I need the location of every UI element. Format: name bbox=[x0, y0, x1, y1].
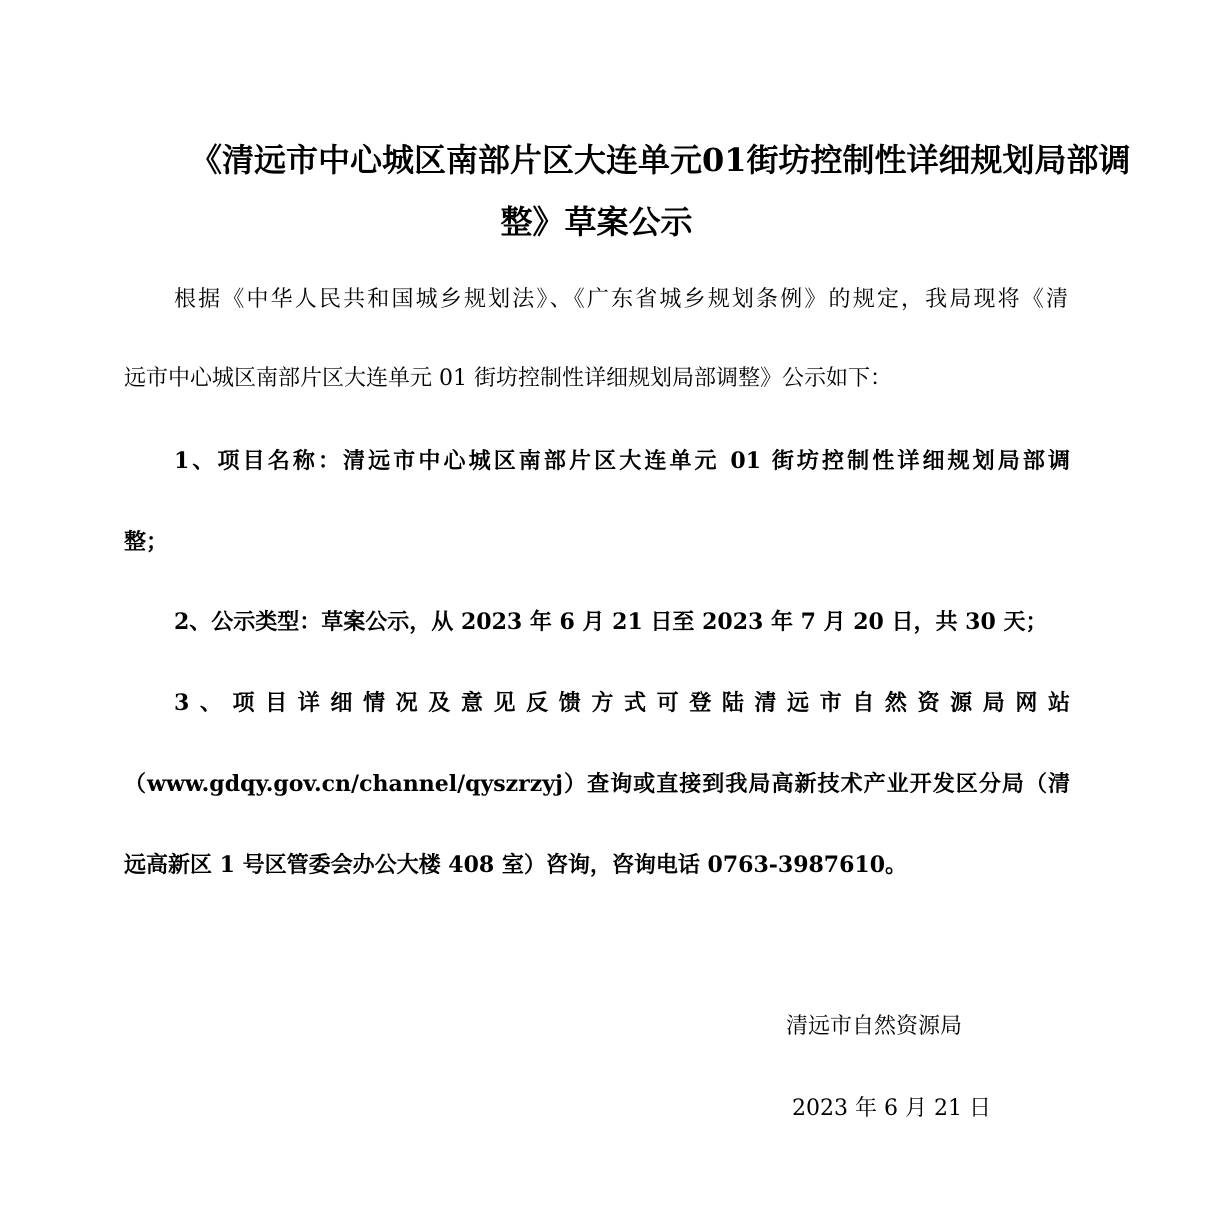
signature-date: 2023 年 6 月 21 日 bbox=[792, 1096, 991, 1121]
item-2-notice-type: 2、公示类型：草案公示，从 2023 年 6 月 21 日至 2023 年 7 月 20 日，共 30 天； bbox=[174, 609, 1048, 635]
intro-paragraph-line-1: 根据《中华人民共和国城乡规划法》、《广东省城乡规划条例》的规定，我局现将《清 bbox=[174, 287, 1068, 312]
item-1-project-name-line-1: 1、项目名称：清远市中心城区南部片区大连单元 01 街坊控制性详细规划局部调 bbox=[174, 448, 1070, 474]
item-3-details-line-1: 3、项目详细情况及意见反馈方式可登陆清远市自然资源局网站 bbox=[174, 690, 1070, 716]
item-3-details-line-2: （www.gdqy.gov.cn/channel/qyszrzyj）查询或直接到我局高新技术产业开发区分局（清 bbox=[124, 771, 1070, 797]
signer-organization: 清远市自然资源局 bbox=[786, 1014, 963, 1039]
document-title-line-2: 整》草案公示 bbox=[500, 203, 693, 241]
item-1-project-name-line-2: 整； bbox=[124, 529, 169, 555]
document-title-line-1: 《清远市中心城区南部片区大连单元01街坊控制性详细规划局部调 bbox=[190, 141, 1131, 179]
item-3-details-line-3: 远高新区 1 号区管委会办公大楼 408 室）咨询，咨询电话 0763-3987610。 bbox=[124, 852, 908, 878]
intro-paragraph-line-2: 远市中心城区南部片区大连单元 01 街坊控制性详细规划局部调整》公示如下： bbox=[124, 366, 892, 391]
